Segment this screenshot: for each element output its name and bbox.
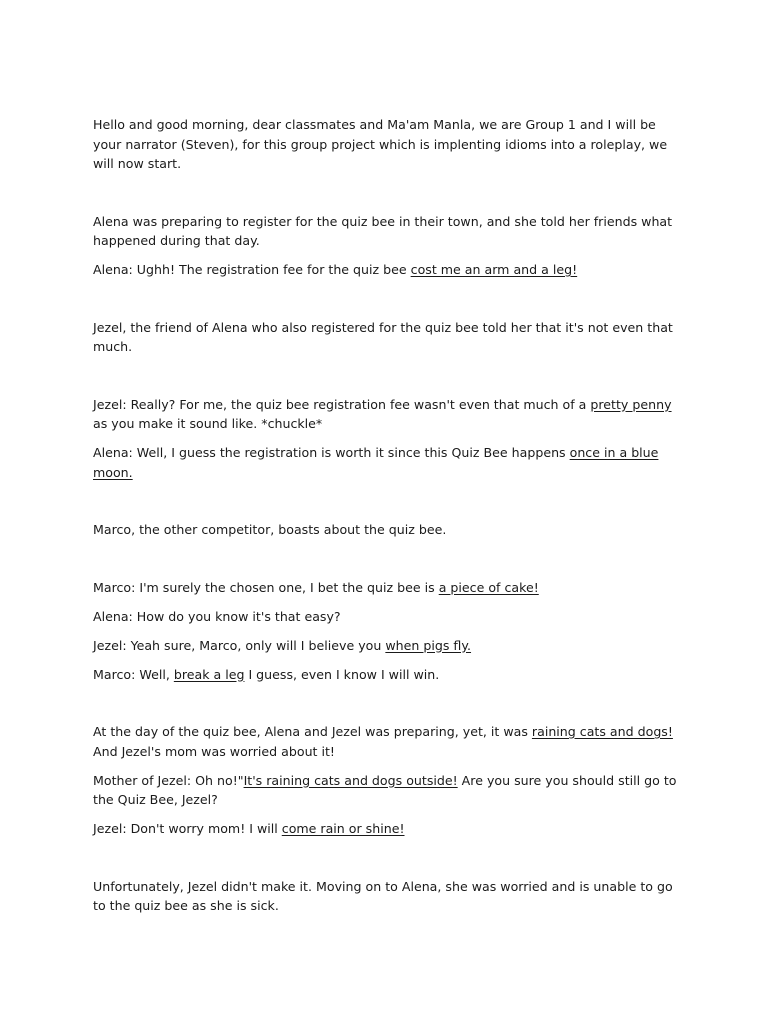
idiom-underlined: once in a blue moon. [93,445,659,480]
dialogue-line: Jezel: Yeah sure, Marco, only will I believe you when pigs fly. [93,637,472,653]
idiom-underlined: It's raining cats and dogs outside! [243,772,458,788]
idiom-underlined: break a leg [173,666,245,682]
paragraph-narration-ending: Unfortunately, Jezel didn't make it. Moving on to Alena, she was worried and is unable to go to the quiz bee as she is sick. [93,878,673,913]
paragraph-narration-registration: Alena was preparing to register for the quiz bee in their town, and she told her friends what happened during that day. [93,213,673,248]
paragraph-narration-quiz-day: At the day of the quiz bee, Alena and Jezel was preparing, yet, it was raining cats and dogs! And Jezel's mom was worried about it! [93,724,673,759]
idiom-underlined: raining cats and dogs! [531,724,673,739]
dialogue-line: Jezel: Don't worry mom! I will come rain or shine! [93,821,405,836]
dialogue-line: Jezel: Really? For me, the quiz bee registration fee wasn't even that much of a pretty penny as you make it sound like. *chuckle* [93,396,672,431]
idiom-underlined: pretty penny [590,396,672,412]
idiom-underlined: come rain or shine! [281,821,405,836]
dialogue-line: Marco: Well, break a leg I guess, even I know I will win. [93,666,440,682]
dialogue-line: Mother of Jezel: Oh no!"It's raining cats and dogs outside! Are you sure you should still go to the Quiz Bee, Jezel? [93,772,677,807]
idiom-underlined: a piece of cake! [438,579,539,595]
paragraph-narration-jezel: Jezel, the friend of Alena who also registered for the quiz bee told her that it's not even that much. [93,319,673,354]
paragraph-narration-marco: Marco, the other competitor, boasts about the quiz bee. [93,522,447,537]
idiom-underlined: when pigs fly. [385,637,472,653]
dialogue-line: Marco: I'm surely the chosen one, I bet the quiz bee is a piece of cake! [93,579,539,595]
dialogue-line: Alena: Ughh! The registration fee for the quiz bee cost me an arm and a leg! [93,262,578,277]
dialogue-line: Alena: Well, I guess the registration is worth it since this Quiz Bee happens once in a blue moon. [93,445,659,480]
document-body [93,115,679,916]
dialogue-line: Alena: How do you know it's that easy? [93,608,341,624]
paragraph-intro: Hello and good morning, dear classmates and Ma'am Manla, we are Group 1 and I will be your narrator (Steven), for this group project which is implenting idioms into a roleplay, we will now start. [93,117,668,171]
idiom-underlined: cost me an arm and a leg! [410,262,578,277]
